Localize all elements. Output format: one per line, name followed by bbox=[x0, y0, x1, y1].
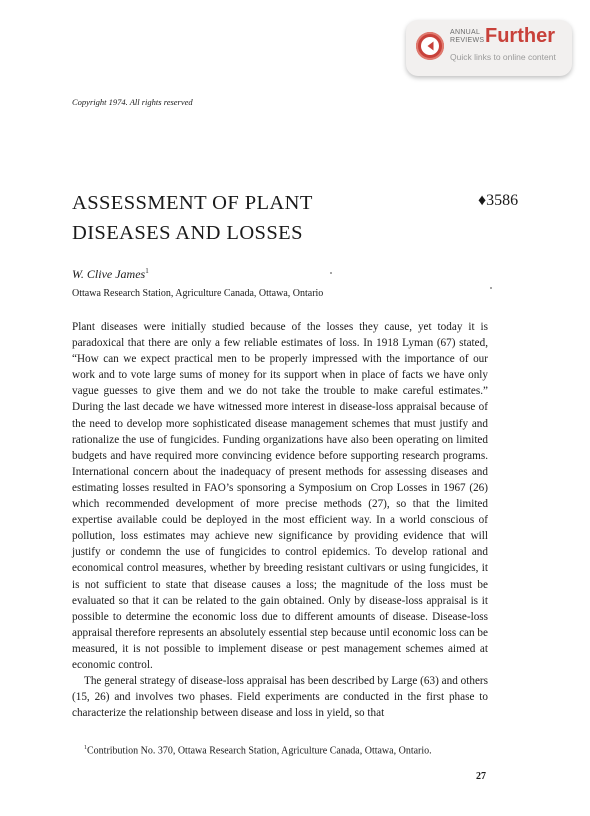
footnote-mark: 1 bbox=[84, 745, 87, 751]
badge-reviews-label: REVIEWS bbox=[450, 37, 485, 44]
body-paragraph: The general strategy of disease-loss appraisal has been described by Large (63) and others (15, 26) and involves two phases. Field experiments are conducted in the first phase to characterize the relationship between disease and loss in yield, so that bbox=[72, 675, 488, 720]
play-arrow-icon bbox=[416, 32, 444, 60]
annual-reviews-further-badge[interactable] bbox=[406, 20, 572, 76]
scan-speck bbox=[330, 272, 332, 274]
author-name: W. Clive James bbox=[72, 267, 146, 281]
badge-further-label: Further bbox=[485, 25, 555, 47]
author-affiliation: Ottawa Research Station, Agriculture Canada, Ottawa, Ontario bbox=[72, 288, 324, 299]
footnote bbox=[72, 745, 488, 756]
article-body bbox=[72, 319, 488, 721]
author-footnote-mark: 1 bbox=[145, 267, 149, 275]
badge-annual-label: ANNUAL bbox=[450, 29, 481, 36]
scan-speck bbox=[490, 287, 492, 289]
copyright-notice: Copyright 1974. All rights reserved bbox=[72, 97, 193, 107]
article-number: ♦3586 bbox=[478, 192, 519, 209]
body-paragraph: Plant diseases were initially studied because of the losses they cause, yet today it is paradoxical that there are only a few reliable estimates of loss. In 1918 Lyman (67) stated, “How can we expect practical men to be properly impressed with the importance of our work and to vote large sums of money for its support when in place of facts we have only vague guesses to give them and we do not take the trouble to make careful estimates.” During the last decade we have witnessed more interest in disease-loss appraisal because of the need to develop more sophisticated disease management schemes that must justify and rationalize the use of fungicides. Funding organizations have also been operating on limited budgets and have required more convincing evidence before supporting research programs. International concern about the inadequacy of present methods for assessing diseases and estimating losses resulted in FAO’s sponsoring a Symposium on Crop Losses in 1967 (26) which recommended development of more precise methods (27), so that the limited expertise available could be deployed in the most efficient way. In a world conscious of pollution, loss estimates may achieve new significance by providing evidence that will justify or condemn the use of fungicides to control epidemics. To develop rational and economical control measures, whether by breeding resistant cultivars or using fungicides, it is not sufficient to state that disease causes a loss; the magnitude of the loss must be evaluated so that it can be related to the gain obtained. Only by disease-loss appraisal is it possible to determine the economic loss due to different amounts of disease. Disease-loss appraisal therefore represents an absolutely essential step because until economic loss can be measured, it is not possible to implement disease or pest management schemes aimed at economic control. bbox=[72, 321, 488, 671]
page-number: 27 bbox=[476, 771, 486, 782]
badge-subtitle: Quick links to online content bbox=[450, 52, 556, 62]
article-title: ASSESSMENT OF PLANT DISEASES AND LOSSES bbox=[72, 192, 313, 244]
footnote-text: Contribution No. 370, Ottawa Research Station, Agriculture Canada, Ottawa, Ontario. bbox=[87, 745, 432, 757]
author-line bbox=[72, 267, 149, 282]
